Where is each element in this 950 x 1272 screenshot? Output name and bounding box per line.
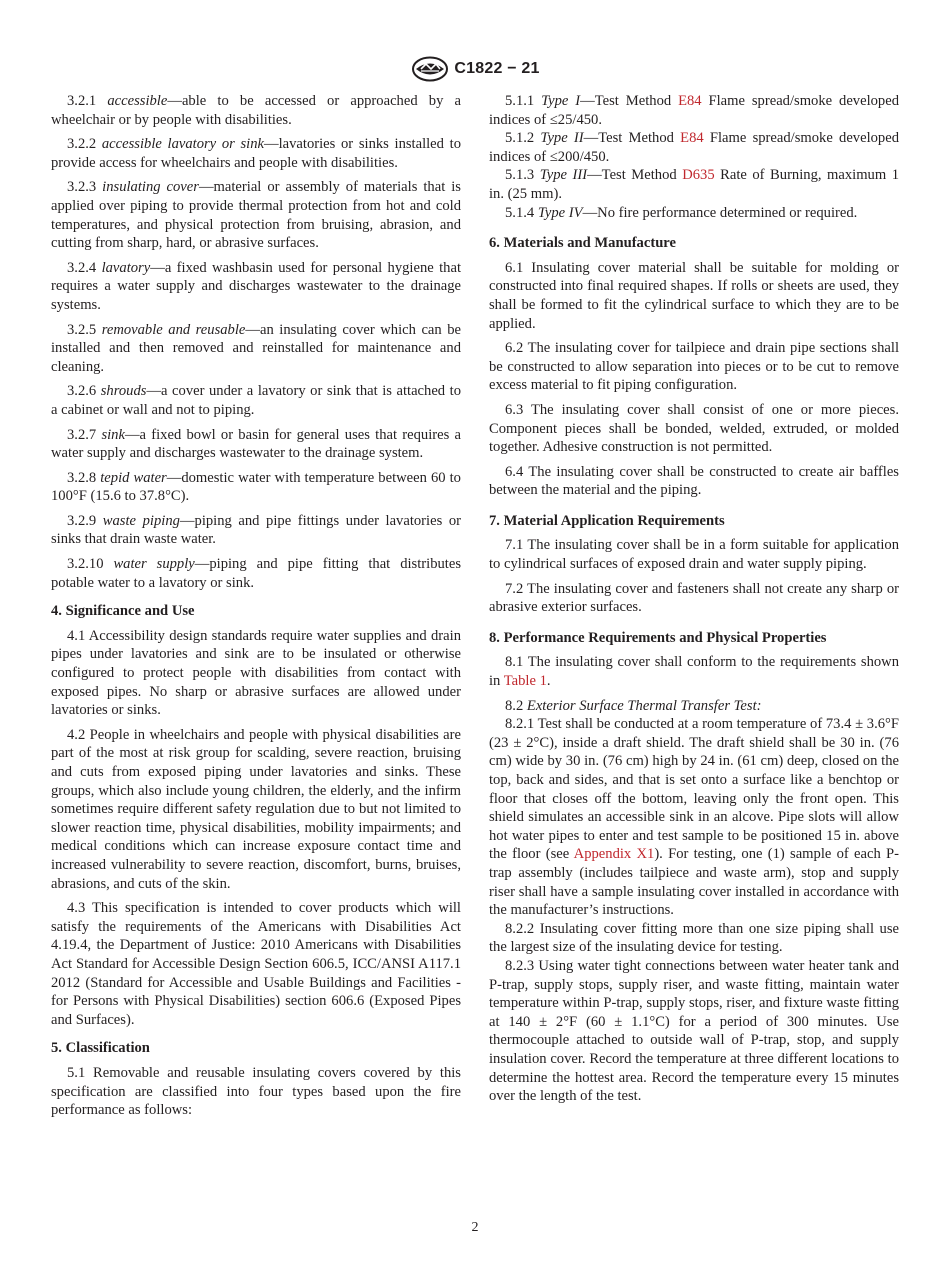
- paragraph-8-2: 8.2 Exterior Surface Thermal Transfer Test:: [505, 697, 762, 714]
- definition-3-2-8: 3.2.8 tepid water—domestic water with temperature between 60 to 100°F (15.6 to 37.8°C).: [51, 469, 461, 505]
- ref-link-e84[interactable]: E84: [680, 130, 704, 147]
- ref-link-appendix-x1[interactable]: Appendix X1: [573, 846, 655, 863]
- paragraph-8-2-2: 8.2.2 Insulating cover fitting more than one size piping shall use the largest size of the insulating device for testing.: [489, 920, 899, 956]
- section-heading-7: 7. Material Application Requirements: [489, 512, 725, 529]
- paragraph-6-4: 6.4 The insulating cover shall be constructed to create air baffles between the material and the piping.: [489, 463, 899, 499]
- paragraph-6-2: 6.2 The insulating cover for tailpiece and drain pipe sections shall be constructed to allow separation into pieces or to be cut to remove excess material to fit piping configuration.: [489, 340, 899, 394]
- paragraph-6-3: 6.3 The insulating cover shall consist of one or more pieces. Component pieces shall be bonded, welded, extruded, or molded together. Adhesive construction is not permitted.: [489, 401, 899, 456]
- definition-3-2-7: 3.2.7 sink—a fixed bowl or basin for general uses that requires a water supply and discharges wastewater to the drainage system.: [51, 426, 461, 462]
- ref-link-table-1[interactable]: Table 1: [503, 673, 547, 690]
- paragraph-4-2: 4.2 People in wheelchairs and people with physical disabilities are part of the most at risk group for scalding, severe reaction, bruising and cuts from exposed piping under lavatories and sinks. These groups, which also include young children, the elderly, and the infirm sometimes require different safety regulation due to but not limited to slower reaction time, physical disabilities, mobility impairments; and medical conditions which can increase exposure contact time and increased vulnerability to severe reaction, discomfort, burns, bruises, abrasions, and cuts of the skin.: [51, 726, 461, 892]
- paragraph-5-1-4: 5.1.4 Type IV—No fire performance determined or required.: [505, 204, 858, 221]
- paragraph-5-1-3: 5.1.3 Type III—Test Method D635 Rate of Burning, maximum 1 in. (25 mm).: [489, 167, 899, 202]
- definition-3-2-9: 3.2.9 waste piping—piping and pipe fittings under lavatories or sinks that drain waste water.: [51, 512, 462, 548]
- page-header: [0, 56, 950, 82]
- page-number: 2: [471, 1220, 479, 1235]
- paragraph-8-2-1: 8.2.1 Test shall be conducted at a room temperature of 73.4 ± 3.6°F (23 ± 2°C), inside a draft shield. The draft shield shall be 30 in. (76 cm) wide by 30 in. (76 cm) high by 24 in. (61 cm) deep, closed on the top, back and sides, and that is set onto a surface like a benchtop or floor that closes off the bottom, leaving only the front open. This shield simulates an accessible sink in an alcove. Pipe slots will allow hot water pipes to enter and test sample to be positioned 15 in. above the floor (see Appendix X1). For testing, one (1) sample of each P-trap assembly (includes tailpiece and waste arm), stop and supply riser shall have a sample insulating cover installed in accordance with the manufacturer’s instructions.: [489, 716, 899, 919]
- paragraph-4-1: 4.1 Accessibility design standards require water supplies and drain pipes under lavatories and sink are to be insulated or otherwise configured to protect people with disabilities from contact with exposed pipes. No sharp or abrasive surfaces are allowed under lavatories or sinks.: [51, 627, 461, 719]
- ref-link-d635[interactable]: D635: [682, 167, 715, 184]
- definition-3-2-6: 3.2.6 shrouds—a cover under a lavatory or sink that is attached to a cabinet or wall and not to piping.: [51, 383, 461, 418]
- definition-3-2-3: 3.2.3 insulating cover—material or assembly of materials that is applied over piping to provide thermal protection from hot and cold temperatures, and physical protection from bruising, abrasion, and cutting from sharp, hard, or abrasive surfaces.: [51, 179, 461, 252]
- section-heading-8: 8. Performance Requirements and Physical Properties: [489, 629, 827, 646]
- section-heading-5: 5. Classification: [51, 1040, 150, 1057]
- paragraph-5-1-1: 5.1.1 Type I—Test Method E84 Flame spread/smoke developed indices of ≤25/450.: [489, 93, 900, 128]
- section-heading-6: 6. Materials and Manufacture: [489, 235, 676, 252]
- definition-3-2-1: 3.2.1 accessible—able to be accessed or approached by a wheelchair or by people with disabilities.: [51, 93, 462, 128]
- paragraph-5-1-2: 5.1.2 Type II—Test Method E84 Flame spread/smoke developed indices of ≤200/450.: [489, 130, 899, 165]
- standard-number: C1822 − 21: [454, 60, 540, 77]
- astm-logo-icon: [410, 56, 450, 82]
- definition-3-2-4: 3.2.4 lavatory—a fixed washbasin used for personal hygiene that requires a water supply and discharges wastewater to the drainage systems.: [51, 259, 461, 313]
- paragraph-5-1: 5.1 Removable and reusable insulating covers covered by this specification are classified into four types based upon the fire performance as follows:: [51, 1064, 461, 1119]
- paragraph-6-1: 6.1 Insulating cover material shall be suitable for molding or constructed into final required shapes. If rolls or sheets are used, they shall be formed to fit the cylindrical surface to which they are to be applied.: [489, 259, 899, 332]
- section-heading-4: 4. Significance and Use: [51, 603, 195, 620]
- paragraph-7-1: 7.1 The insulating cover shall be in a form suitable for application to cylindrical surfaces of exposed drain and water supply piping.: [489, 537, 899, 573]
- right-column: [489, 92, 899, 1106]
- definition-3-2-2: 3.2.2 accessible lavatory or sink—lavatories or sinks installed to provide access for wheelchairs and people with disabilities.: [51, 136, 461, 171]
- paragraph-8-2-3: 8.2.3 Using water tight connections between water heater tank and P-trap, supply stops, supply riser, and waste fitting, maintain water temperature within P-trap, supply stops, riser, and fixture waste fitting at 140 ± 2°F (60 ± 1.1°C) for a period of 300 minutes. Use thermocouple attached to outside wall of P-trap, stop, and supply insulation cover. Record the temperature at three different locations to determine the hottest area. Record the temperature every 15 minutes over the length of the test.: [489, 957, 899, 1105]
- paragraph-4-3: 4.3 This specification is intended to cover products which will satisfy the requirements of the Americans with Disabilities Act 4.19.4, the Department of Justice: 2010 Americans with Disabilities Act Standard for Accessible Design Section 606.5, ICC/ANSI A117.1 2012 (Standard for Accessible and Usable Buildings and Facilities - for Persons with Physical Disabilities) section 606.6 (Exposed Pipes and Surfaces).: [51, 900, 461, 1028]
- paragraph-7-2: 7.2 The insulating cover and fasteners shall not create any sharp or abrasive exterior surfaces.: [489, 580, 899, 616]
- left-column: [51, 92, 461, 1126]
- definition-3-2-5: 3.2.5 removable and reusable—an insulating cover which can be installed and then removed and reinstalled for maintenance and cleaning.: [51, 321, 461, 375]
- definition-3-2-10: 3.2.10 water supply—piping and pipe fitting that distributes potable water to a lavatory or sink.: [51, 556, 461, 591]
- ref-link-e84[interactable]: E84: [678, 93, 702, 109]
- paragraph-8-1: 8.1 The insulating cover shall conform to the requirements shown in Table 1.: [489, 654, 899, 690]
